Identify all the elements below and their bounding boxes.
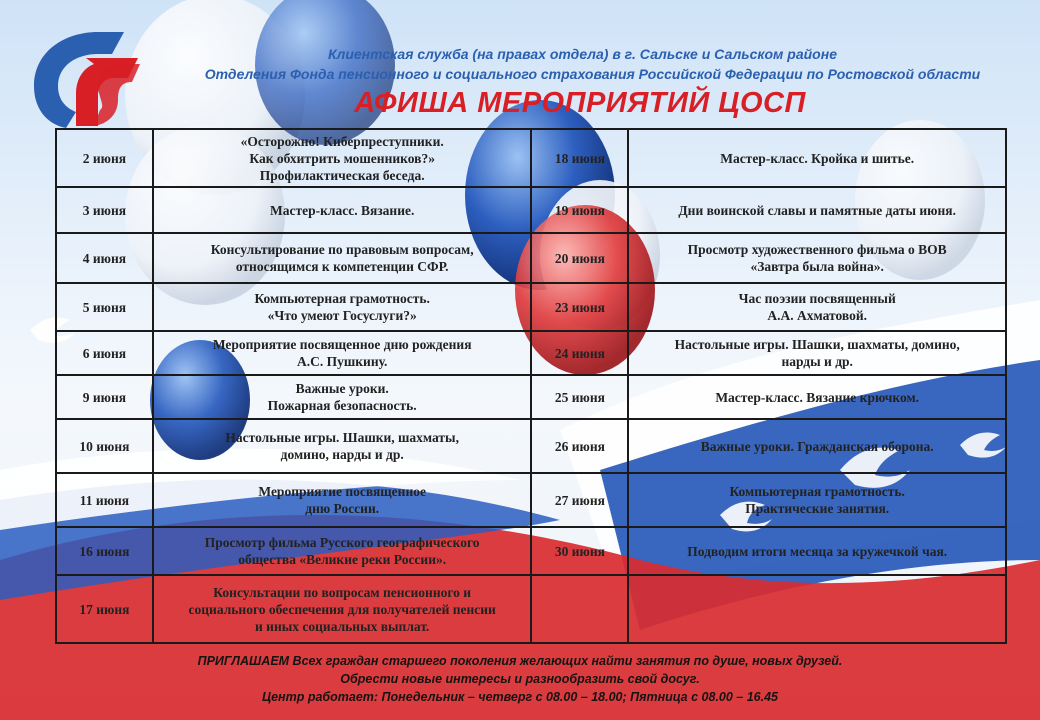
event-date: 11 июня xyxy=(56,473,153,527)
footer-working-hours: Центр работает: Понедельник – четверг с 08.00 – 18.00; Пятница с 08.00 – 16.45 xyxy=(261,690,778,704)
event-description: Просмотр художественного фильма о ВОВ «Завтра была война». xyxy=(628,233,1006,283)
events-table xyxy=(55,128,1007,644)
event-date: 23 июня xyxy=(531,283,628,331)
event-description: Настольные игры. Шашки, шахматы, домино, нарды и др. xyxy=(153,419,532,473)
event-date: 18 июня xyxy=(531,129,628,187)
page-title: АФИША МЕРОПРИЯТИЙ ЦОСП xyxy=(354,87,806,119)
table-row xyxy=(56,419,1006,473)
event-date: 6 июня xyxy=(56,331,153,375)
footer-invitation: ПРИГЛАШАЕМ Всех граждан старшего поколения желающих найти занятия по душе, новых друзей. xyxy=(197,654,843,668)
table-row xyxy=(56,331,1006,375)
organization-line-1: Клиентская служба (на правах отдела) в г. Сальске и Сальском районе xyxy=(328,46,837,62)
event-description: Компьютерная грамотность. Практические занятия. xyxy=(628,473,1006,527)
event-description: Настольные игры. Шашки, шахматы, домино, нарды и др. xyxy=(628,331,1006,375)
table-row xyxy=(56,187,1006,233)
event-description: Мероприятие посвященное дню России. xyxy=(153,473,532,527)
table-row xyxy=(56,375,1006,419)
header xyxy=(0,44,1040,120)
event-description: Консультирование по правовым вопросам, относящимся к компетенции СФР. xyxy=(153,233,532,283)
event-description: Подводим итоги месяца за кружечкой чая. xyxy=(628,527,1006,575)
event-date: 27 июня xyxy=(531,473,628,527)
event-description: Мероприятие посвященное дню рождения А.С. Пушкину. xyxy=(153,331,532,375)
event-date xyxy=(531,575,628,643)
event-description: Консультации по вопросам пенсионного и социального обеспечения для получателей пенсии и иных социальных выплат. xyxy=(153,575,532,643)
event-description: Дни воинской славы и памятные даты июня. xyxy=(628,187,1006,233)
event-description: Важные уроки. Пожарная безопасность. xyxy=(153,375,532,419)
table-row xyxy=(56,129,1006,187)
table-row xyxy=(56,575,1006,643)
event-date: 5 июня xyxy=(56,283,153,331)
event-date: 24 июня xyxy=(531,331,628,375)
event-date: 9 июня xyxy=(56,375,153,419)
table-row xyxy=(56,283,1006,331)
event-date: 16 июня xyxy=(56,527,153,575)
event-description xyxy=(628,575,1006,643)
event-date: 19 июня xyxy=(531,187,628,233)
event-description: Мастер-класс. Кройка и шитье. xyxy=(628,129,1006,187)
event-description: «Осторожно! Киберпреступники. Как обхитрить мошенников?» Профилактическая беседа. xyxy=(153,129,532,187)
event-description: Важные уроки. Гражданская оборона. xyxy=(628,419,1006,473)
event-date: 2 июня xyxy=(56,129,153,187)
organization-line-2: Отделения Фонда пенсионного и социального страхования Российской Федерации по Ростовской области xyxy=(204,66,981,82)
event-date: 26 июня xyxy=(531,419,628,473)
event-description: Мастер-класс. Вязание. xyxy=(153,187,532,233)
table-row xyxy=(56,527,1006,575)
event-description: Компьютерная грамотность. «Что умеют Госуслуги?» xyxy=(153,283,532,331)
event-description: Просмотр фильма Русского географического общества «Великие реки России». xyxy=(153,527,532,575)
event-date: 10 июня xyxy=(56,419,153,473)
event-description: Час поэзии посвященный А.А. Ахматовой. xyxy=(628,283,1006,331)
event-description: Мастер-класс. Вязание крючком. xyxy=(628,375,1006,419)
event-date: 25 июня xyxy=(531,375,628,419)
event-date: 3 июня xyxy=(56,187,153,233)
event-date: 4 июня xyxy=(56,233,153,283)
table-row xyxy=(56,473,1006,527)
event-date: 17 июня xyxy=(56,575,153,643)
event-date: 20 июня xyxy=(531,233,628,283)
event-date: 30 июня xyxy=(531,527,628,575)
table-row xyxy=(56,233,1006,283)
footer-tagline: Обрести новые интересы и разнообразить свой досуг. xyxy=(340,672,700,686)
footer xyxy=(0,652,1040,706)
